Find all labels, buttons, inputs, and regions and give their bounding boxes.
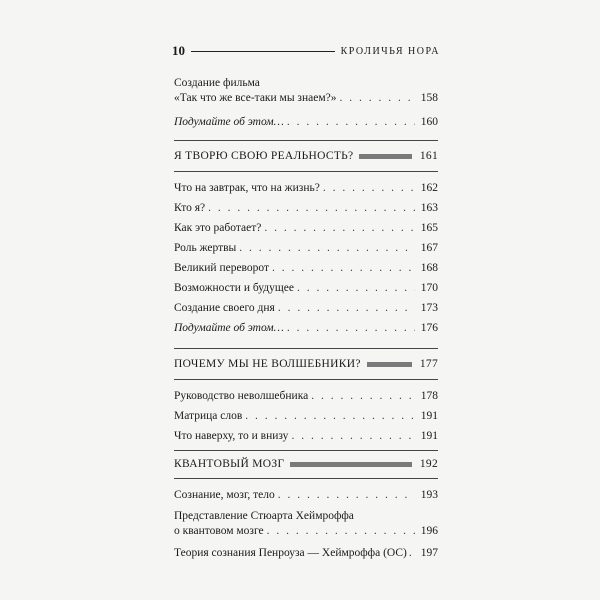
toc-page-number: 167 bbox=[420, 242, 438, 254]
section-page-number: 177 bbox=[419, 358, 438, 370]
leader-dots bbox=[278, 489, 415, 501]
toc-entry-title: Подумайте об этом… bbox=[174, 322, 284, 334]
leader-dots bbox=[287, 322, 415, 334]
toc-entry-title: Теория сознания Пенроуза — Хеймроффа (ОС) bbox=[174, 547, 407, 559]
section-page-number: 192 bbox=[419, 458, 438, 470]
toc-page-number: 197 bbox=[420, 547, 438, 559]
leader-dots bbox=[311, 390, 415, 402]
toc-entry[interactable] bbox=[174, 116, 438, 128]
toc-entry-title: Возможности и будущее bbox=[174, 282, 294, 294]
toc-page-number: 162 bbox=[420, 182, 438, 194]
section-bar bbox=[290, 462, 412, 467]
header-rule bbox=[191, 51, 335, 52]
toc-entry[interactable] bbox=[174, 390, 438, 402]
toc-entry[interactable] bbox=[174, 76, 438, 106]
section-title: КВАНТОВЫЙ МОЗГ bbox=[174, 458, 285, 470]
toc-entry[interactable] bbox=[174, 282, 438, 294]
toc-section-heading[interactable] bbox=[174, 458, 438, 470]
leader-dots bbox=[208, 202, 415, 214]
toc-entry[interactable] bbox=[174, 302, 438, 314]
section-title: Я ТВОРЮ СВОЮ РЕАЛЬНОСТЬ? bbox=[174, 150, 354, 162]
toc-entry-title: Сознание, мозг, тело bbox=[174, 489, 275, 501]
toc-page-number: 178 bbox=[420, 390, 438, 402]
toc-entry-title: Что на завтрак, что на жизнь? bbox=[174, 182, 320, 194]
toc-page-number: 191 bbox=[420, 430, 438, 442]
toc-entry-title: Матрица слов bbox=[174, 410, 243, 422]
toc-entry-title-line1: Создание фильма bbox=[174, 77, 260, 89]
toc-entry-title: Подумайте об этом… bbox=[174, 116, 284, 128]
toc-entry[interactable] bbox=[174, 547, 438, 559]
toc-section-heading[interactable] bbox=[174, 358, 438, 370]
toc-entry[interactable] bbox=[174, 430, 438, 442]
toc-entry-title: Что наверху, то и внизу bbox=[174, 430, 289, 442]
toc-entry-title: Роль жертвы bbox=[174, 242, 237, 254]
toc-page-number: 165 bbox=[420, 222, 438, 234]
leader-dots bbox=[323, 182, 415, 194]
toc-entry[interactable] bbox=[174, 410, 438, 422]
section-divider bbox=[174, 379, 438, 380]
section-divider bbox=[174, 450, 438, 451]
leader-dots bbox=[287, 116, 415, 128]
toc-page-number: 173 bbox=[420, 302, 438, 314]
toc-page-number: 168 bbox=[420, 262, 438, 274]
leader-dots bbox=[272, 262, 415, 274]
toc-entry[interactable] bbox=[174, 182, 438, 194]
section-bar bbox=[359, 154, 412, 159]
section-divider bbox=[174, 140, 438, 141]
toc-entry[interactable] bbox=[174, 262, 438, 274]
toc-entry-title-line1: Представление Стюарта Хеймроффа bbox=[174, 510, 354, 522]
toc-page-number: 170 bbox=[420, 282, 438, 294]
leader-dots bbox=[267, 524, 415, 539]
toc-entry[interactable] bbox=[174, 242, 438, 254]
toc-entry-title-line2: «Так что же все-таки мы знаем?» bbox=[174, 92, 337, 104]
toc-entry-title: Великий переворот bbox=[174, 262, 270, 274]
leader-dots bbox=[339, 91, 415, 106]
section-page-number: 161 bbox=[419, 150, 438, 162]
toc-entry-title-line2: о квантовом мозге bbox=[174, 525, 264, 537]
toc-entry-title: Кто я? bbox=[174, 202, 206, 214]
section-bar bbox=[367, 362, 412, 367]
running-title: КРОЛИЧЬЯ НОРА bbox=[340, 45, 440, 57]
section-divider bbox=[174, 348, 438, 349]
toc-entry-title: Руководство неволшебника bbox=[174, 390, 309, 402]
toc-page-number: 191 bbox=[420, 410, 438, 422]
running-header bbox=[172, 42, 440, 60]
toc-page-number: 196 bbox=[420, 525, 438, 537]
toc-section-heading[interactable] bbox=[174, 150, 438, 162]
toc-page-number: 193 bbox=[420, 489, 438, 501]
leader-dots bbox=[278, 302, 415, 314]
toc-entry-title: Как это работает? bbox=[174, 222, 262, 234]
table-of-contents bbox=[174, 70, 438, 559]
toc-entry[interactable] bbox=[174, 322, 438, 334]
leader-dots bbox=[245, 410, 415, 422]
toc-entry[interactable] bbox=[174, 202, 438, 214]
leader-dots bbox=[409, 547, 416, 559]
toc-entry[interactable] bbox=[174, 509, 438, 539]
section-title: ПОЧЕМУ МЫ НЕ ВОЛШЕБНИКИ? bbox=[174, 358, 361, 370]
toc-page-number: 158 bbox=[420, 92, 438, 104]
leader-dots bbox=[264, 222, 415, 234]
toc-entry[interactable] bbox=[174, 489, 438, 501]
section-divider bbox=[174, 478, 438, 479]
page-number: 10 bbox=[172, 43, 185, 58]
toc-page-number: 163 bbox=[420, 202, 438, 214]
toc-page-number: 160 bbox=[420, 116, 438, 128]
leader-dots bbox=[291, 430, 415, 442]
toc-page-number: 176 bbox=[420, 322, 438, 334]
toc-entry[interactable] bbox=[174, 222, 438, 234]
toc-entry-title: Создание своего дня bbox=[174, 302, 275, 314]
leader-dots bbox=[239, 242, 415, 254]
leader-dots bbox=[297, 282, 415, 294]
section-divider bbox=[174, 171, 438, 172]
